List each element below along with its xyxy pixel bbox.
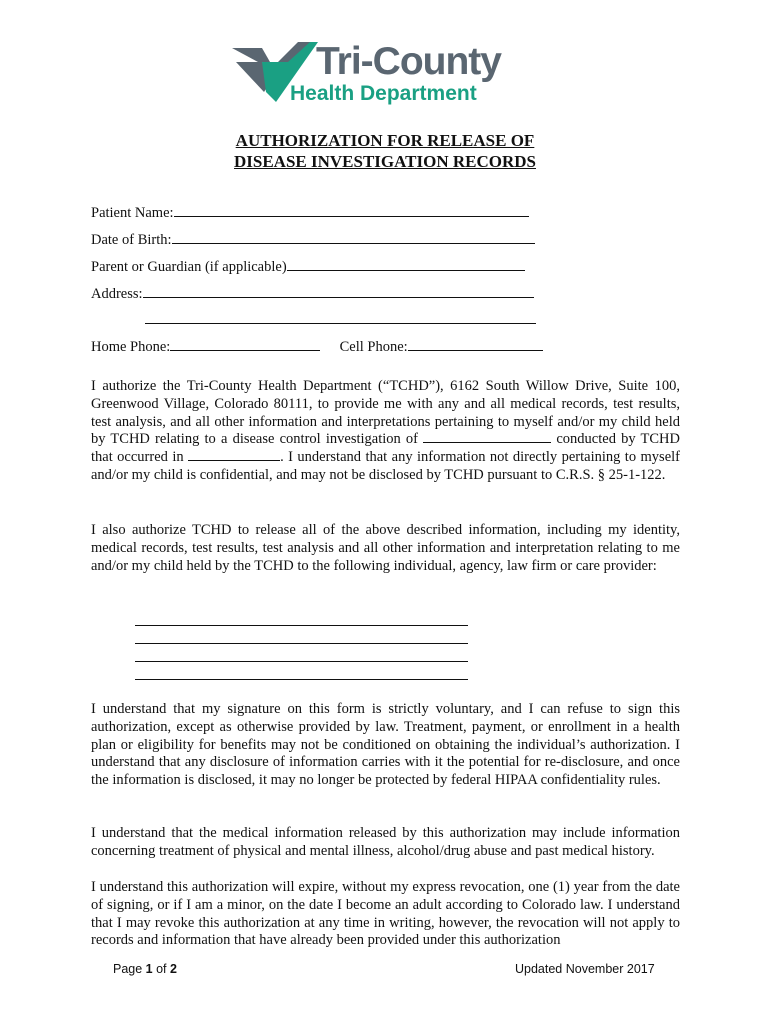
address-field (91, 283, 534, 303)
parent-guardian-label: Parent or Guardian (if applicable) (91, 259, 287, 275)
authorization-text-part1: I authorize the Tri-County Health Department (“TCHD”), 6162 South Willow Drive, Suite 100, Greenwood Village, Colorado 80111, to provide me with any and all medical records, test results, test analysis, and all other information and interpretations pertaining to myself and/or my child held by TCHD relating to a disease control investigation of (91, 378, 680, 448)
logo-subtitle: Health Department (290, 82, 477, 105)
page-current: 1 (145, 962, 153, 976)
cell-phone-line[interactable] (408, 336, 543, 351)
home-phone-line[interactable] (170, 336, 320, 351)
parent-guardian-field (91, 256, 525, 276)
address-label: Address: (91, 286, 143, 302)
document-title-line1: AUTHORIZATION FOR RELEASE OF (235, 131, 535, 150)
updated-date: Updated November 2017 (515, 962, 655, 976)
address-line-1[interactable] (143, 283, 534, 298)
expiration-paragraph: I understand this authorization will expire, without my express revocation, one (1) year from the date of signing, or if I am a minor, on the date I become an adult according to Colorado law. I understand that I may revoke this authorization at any time in writing, however, the revocation will not apply to records and information that have already been provided under this authorization (91, 879, 680, 949)
recipient-line-1[interactable] (135, 625, 468, 626)
date-of-birth-label: Date of Birth: (91, 232, 172, 248)
release-paragraph: I also authorize TCHD to release all of the above described information, including my identity, medical records, test results, test analysis and all other information and interpretation relating to me and/or my child held by the TCHD to the following individual, agency, law firm or care provider: (91, 522, 680, 574)
date-of-birth-line[interactable] (172, 229, 535, 244)
patient-name-line[interactable] (174, 202, 529, 217)
investigation-blank[interactable] (423, 431, 551, 443)
authorization-text-part2: conducted by TCHD that occurred in (91, 431, 680, 466)
recipient-line-3[interactable] (135, 661, 468, 662)
page-of-word: of (152, 962, 170, 976)
occurrence-date-blank[interactable] (188, 449, 280, 461)
cell-phone-label: Cell Phone: (339, 339, 408, 355)
recipient-line-2[interactable] (135, 643, 468, 644)
logo-title: Tri-County (316, 40, 501, 83)
patient-name-label: Patient Name: (91, 205, 174, 221)
patient-name-field (91, 202, 529, 222)
document-title-line2: DISEASE INVESTIGATION RECORDS (234, 152, 536, 171)
authorization-paragraph (91, 378, 680, 485)
address-field-2 (145, 309, 536, 329)
page-number (113, 962, 177, 976)
address-line-2[interactable] (145, 309, 536, 324)
authorization-text-part3: . I understand that any information not directly pertaining to myself and/or my child is confidential, and may not be disclosed by TCHD pursuant to C.R.S. § 25-1-122. (91, 449, 680, 483)
date-of-birth-field (91, 229, 535, 249)
page-word: Page (113, 962, 146, 976)
parent-guardian-line[interactable] (287, 256, 525, 271)
home-phone-label: Home Phone: (91, 339, 171, 355)
recipient-line-4[interactable] (135, 679, 468, 680)
phone-fields (91, 336, 543, 356)
voluntary-paragraph: I understand that my signature on this form is strictly voluntary, and I can refuse to sign this authorization, except as otherwise provided by law. Treatment, payment, or enrollment in a health plan or eligibility for benefits may not be conditioned on obtaining the individual’s authorization. I understand that any disclosure of information carries with it the potential for re-disclosure, and once the information is disclosed, it may no longer be protected by federal HIPAA confidentiality rules. (91, 701, 680, 789)
medical-info-paragraph: I understand that the medical information released by this authorization may include information concerning treatment of physical and mental illness, alcohol/drug abuse and past medical history. (91, 825, 680, 859)
tchd-logo (232, 40, 542, 106)
page-total: 2 (170, 962, 177, 976)
